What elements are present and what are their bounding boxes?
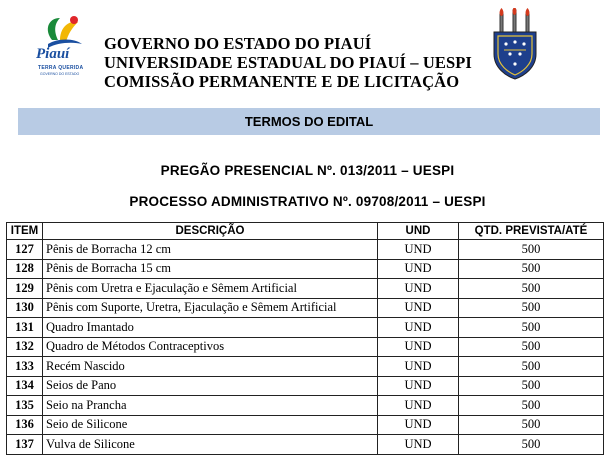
table-row	[7, 240, 604, 260]
quantity-cell: 500	[459, 240, 604, 260]
unit-cell: UND	[378, 259, 459, 279]
table-row	[7, 376, 604, 396]
piaui-subtagline: GOVERNO DO ESTADO	[40, 72, 80, 76]
table-row	[7, 396, 604, 416]
item-number-cell: 130	[7, 298, 43, 318]
column-header-item: ITEM	[7, 223, 43, 240]
quantity-cell: 500	[459, 376, 604, 396]
table-row	[7, 357, 604, 377]
unit-cell: UND	[378, 318, 459, 338]
description-cell: Pênis de Borracha 12 cm	[43, 240, 378, 260]
quantity-cell: 500	[459, 357, 604, 377]
description-cell: Pênis com Uretra e Ejaculação e Sêmem Artificial	[43, 279, 378, 299]
unit-cell: UND	[378, 357, 459, 377]
pregao-subtitle: PREGÃO PRESENCIAL Nº. 013/2011 – UESPI	[160, 163, 455, 178]
edital-terms-banner	[18, 108, 600, 135]
table-row	[7, 435, 604, 455]
unit-cell: UND	[378, 298, 459, 318]
description-cell: Seios de Pano	[43, 376, 378, 396]
description-cell: Quadro Imantado	[43, 318, 378, 338]
header-line-commission: COMISSÃO PERMANENTE E DE LICITAÇÃO	[104, 72, 460, 91]
item-number-cell: 135	[7, 396, 43, 416]
column-header-unit: UND	[378, 223, 459, 240]
item-number-cell: 134	[7, 376, 43, 396]
table-row	[7, 415, 604, 435]
item-number-cell: 129	[7, 279, 43, 299]
banner-title: TERMOS DO EDITAL	[244, 114, 374, 129]
quantity-cell: 500	[459, 435, 604, 455]
unit-cell: UND	[378, 279, 459, 299]
header-title-block	[104, 34, 488, 91]
piaui-state-logo	[34, 10, 94, 88]
quantity-cell: 500	[459, 415, 604, 435]
description-cell: Quadro de Métodos Contraceptivos	[43, 337, 378, 357]
unit-cell: UND	[378, 396, 459, 416]
piaui-wordmark: Piauí	[36, 46, 70, 62]
item-number-cell: 136	[7, 415, 43, 435]
item-number-cell: 133	[7, 357, 43, 377]
description-cell: Recém Nascido	[43, 357, 378, 377]
uespi-coat-of-arms-icon	[488, 8, 542, 80]
unit-cell: UND	[378, 240, 459, 260]
table-row	[7, 318, 604, 338]
unit-cell: UND	[378, 337, 459, 357]
item-number-cell: 127	[7, 240, 43, 260]
quantity-cell: 500	[459, 298, 604, 318]
table-row	[7, 259, 604, 279]
column-header-description: DESCRIÇÃO	[43, 223, 378, 240]
description-cell: Vulva de Silicone	[43, 435, 378, 455]
quantity-cell: 500	[459, 318, 604, 338]
processo-subtitle: PROCESSO ADMINISTRATIVO Nº. 09708/2011 – UESPI	[129, 194, 486, 209]
quantity-cell: 500	[459, 396, 604, 416]
description-cell: Pênis de Borracha 15 cm	[43, 259, 378, 279]
piaui-tagline: TERRA QUERIDA	[38, 65, 84, 71]
header-line-government: GOVERNO DO ESTADO DO PIAUÍ	[104, 34, 372, 53]
items-table	[6, 222, 604, 455]
quantity-cell: 500	[459, 259, 604, 279]
quantity-cell: 500	[459, 279, 604, 299]
unit-cell: UND	[378, 435, 459, 455]
column-header-quantity: QTD. PREVISTA/ATÉ	[459, 223, 604, 240]
header-line-university: UNIVERSIDADE ESTADUAL DO PIAUÍ – UESPI	[104, 53, 472, 72]
description-cell: Seio de Silicone	[43, 415, 378, 435]
unit-cell: UND	[378, 415, 459, 435]
description-cell: Pênis com Suporte, Uretra, Ejaculação e Sêmem Artificial	[43, 298, 378, 318]
table-header-row	[7, 223, 604, 240]
table-row	[7, 337, 604, 357]
item-number-cell: 128	[7, 259, 43, 279]
table-row	[7, 279, 604, 299]
table-row	[7, 298, 604, 318]
quantity-cell: 500	[459, 337, 604, 357]
description-cell: Seio na Prancha	[43, 396, 378, 416]
item-number-cell: 137	[7, 435, 43, 455]
item-number-cell: 132	[7, 337, 43, 357]
item-number-cell: 131	[7, 318, 43, 338]
unit-cell: UND	[378, 376, 459, 396]
